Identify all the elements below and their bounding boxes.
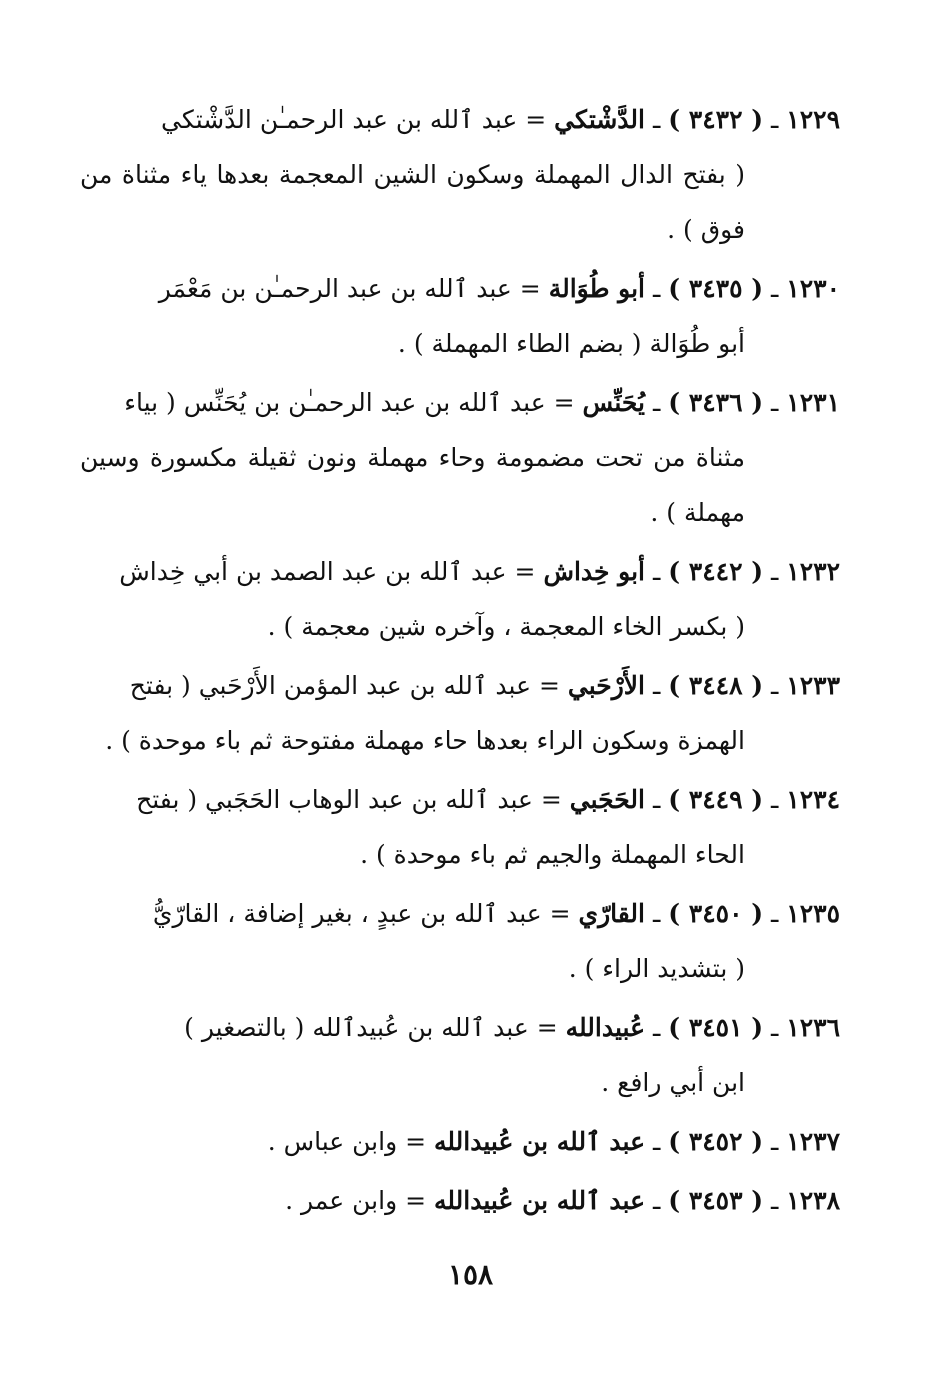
- entry-1232: ١٢٣٢ ـ ( ٣٤٤٢ ) ـ أبو خِداش = عبد ٱلله بن عبد الصمد بن أبي خِداش ( بكسر الخاء المعجمة ، وآخره شين معجمة ) .: [80, 544, 840, 654]
- entry-reference: ( ٣٤٥١ ): [668, 1013, 764, 1042]
- entry-number: ١٢٣٥: [786, 899, 840, 928]
- entry-name: يُحَنِّس: [582, 388, 645, 417]
- entry-1238: ١٢٣٨ ـ ( ٣٤٥٣ ) ـ عبد ٱلله بن عُبيدالله = وابن عمر .: [285, 1186, 840, 1215]
- entry-reference: ( ٣٤٣٥ ): [668, 274, 764, 303]
- entry-continuation: مثناة من تحت مضمومة وحاء مهملة ونون ثقيلة مكسورة وسين مهملة ) .: [80, 443, 745, 527]
- entry-text: = عبد ٱلله بن عبد الرحمـٰن الدَّشْتكي: [161, 105, 547, 134]
- entry-name: عُبيدالله: [565, 1013, 645, 1042]
- entry-continuation: ( بتشديد الراء ) .: [568, 954, 745, 983]
- entry-1233: ١٢٣٣ ـ ( ٣٤٤٨ ) ـ الأَرْحَبي = عبد ٱلله بن عبد المؤمن الأَرْحَبي ( بفتح الهمزة وسكون الراء بعدها حاء مهملة مفتوحة ثم باء موحدة ) .: [80, 658, 840, 768]
- entry-1230: ١٢٣٠ ـ ( ٣٤٣٥ ) ـ أبو طُوَالة = عبد ٱلله بن عبد الرحمـٰن بن مَعْمَر أبو طُوَالة ( بضم الطاء المهملة ) .: [80, 261, 840, 371]
- entry-number: ١٢٣٤: [786, 785, 840, 814]
- entry-name: أبو طُوَالة: [548, 274, 645, 303]
- entry-number: ١٢٣٧: [786, 1127, 840, 1156]
- entry-1234: ١٢٣٤ ـ ( ٣٤٤٩ ) ـ الحَجَبي = عبد ٱلله بن عبد الوهاب الحَجَبي ( بفتح الحاء المهملة والجيم ثم باء موحدة ) .: [80, 772, 840, 882]
- entry-continuation: الهمزة وسكون الراء بعدها حاء مهملة مفتوحة ثم باء موحدة ) .: [105, 726, 745, 755]
- entry-name: عبد ٱلله بن عُبيدالله: [434, 1186, 645, 1215]
- entry-name: القارّي: [578, 899, 645, 928]
- entry-reference: ( ٣٤٣٢ ): [668, 105, 764, 134]
- entry-1231: ١٢٣١ ـ ( ٣٤٣٦ ) ـ يُحَنِّس = عبد ٱلله بن عبد الرحمـٰن بن يُحَنِّس ( بياء مثناة من تحت مضمومة وحاء مهملة ونون ثقيلة مكسورة وسين مهملة ) .: [80, 375, 840, 540]
- entry-name: أبو خِداش: [543, 557, 645, 586]
- entry-number: ١٢٣٦: [786, 1013, 840, 1042]
- entry-text: = عبد ٱلله بن عبد الرحمـٰن بن مَعْمَر: [158, 274, 541, 303]
- entry-number: ١٢٣١: [786, 388, 840, 417]
- entry-number: ١٢٣٣: [786, 671, 840, 700]
- entry-text: = عبد ٱلله بن عبد الصمد بن أبي خِداش: [119, 557, 536, 586]
- entry-1236: ١٢٣٦ ـ ( ٣٤٥١ ) ـ عُبيدالله = عبد ٱلله بن عُبيدٱلله ( بالتصغير ) ابن أبي رافع .: [80, 1000, 840, 1110]
- entry-number: ١٢٢٩: [786, 105, 840, 134]
- entry-continuation: ( بكسر الخاء المعجمة ، وآخره شين معجمة ) .: [267, 612, 745, 641]
- entry-number: ١٢٣٨: [786, 1186, 840, 1215]
- entry-continuation: أبو طُوَالة ( بضم الطاء المهملة ) .: [397, 329, 745, 358]
- entry-name: الدَّشْتكي: [554, 105, 645, 134]
- entry-reference: ( ٣٤٥٢ ): [668, 1127, 764, 1156]
- entry-text: = عبد ٱلله بن عبد الرحمـٰن بن يُحَنِّس ( بياء: [124, 388, 575, 417]
- entry-text: = عبد ٱلله بن عبدٍ ، بغير إضافة ، القارّيُّ: [152, 899, 571, 928]
- entry-number: ١٢٣٠: [786, 274, 840, 303]
- entry-reference: ( ٣٤٤٢ ): [668, 557, 764, 586]
- entry-reference: ( ٣٤٤٩ ): [668, 785, 764, 814]
- entry-text: = عبد ٱلله بن عبد المؤمن الأَرْحَبي ( بفتح: [129, 671, 560, 700]
- entry-continuation: الحاء المهملة والجيم ثم باء موحدة ) .: [360, 840, 745, 869]
- entry-text: = وابن عباس .: [267, 1127, 427, 1156]
- entry-name: الأَرْحَبي: [567, 671, 645, 700]
- page-number: ١٥٨: [447, 1258, 494, 1291]
- entry-name: عبد ٱلله بن عُبيدالله: [434, 1127, 645, 1156]
- entry-text: = وابن عمر .: [285, 1186, 427, 1215]
- entry-continuation: ( بفتح الدال المهملة وسكون الشين المعجمة بعدها ياء مثناة من فوق ) .: [80, 160, 745, 244]
- entry-text: = عبد ٱلله بن عُبيدٱلله ( بالتصغير ): [184, 1013, 558, 1042]
- entry-text: = عبد ٱلله بن عبد الوهاب الحَجَبي ( بفتح: [136, 785, 562, 814]
- entry-reference: ( ٣٤٥٠ ): [668, 899, 764, 928]
- entry-reference: ( ٣٤٤٨ ): [668, 671, 764, 700]
- entry-reference: ( ٣٤٣٦ ): [668, 388, 764, 417]
- entry-reference: ( ٣٤٥٣ ): [668, 1186, 764, 1215]
- entry-number: ١٢٣٢: [786, 557, 840, 586]
- entry-name: الحَجَبي: [569, 785, 645, 814]
- entry-1229: ١٢٢٩ ـ ( ٣٤٣٢ ) ـ الدَّشْتكي = عبد ٱلله بن عبد الرحمـٰن الدَّشْتكي ( بفتح الدال المهملة وسكون الشين المعجمة بعدها ياء مثناة من فوق ) .: [80, 92, 840, 257]
- entry-1235: ١٢٣٥ ـ ( ٣٤٥٠ ) ـ القارّي = عبد ٱلله بن عبدٍ ، بغير إضافة ، القارّيُّ ( بتشديد الراء ) .: [80, 886, 840, 996]
- entries-list: [80, 92, 840, 1232]
- entry-continuation: ابن أبي رافع .: [601, 1068, 745, 1097]
- entry-1237: ١٢٣٧ ـ ( ٣٤٥٢ ) ـ عبد ٱلله بن عُبيدالله = وابن عباس .: [267, 1127, 840, 1156]
